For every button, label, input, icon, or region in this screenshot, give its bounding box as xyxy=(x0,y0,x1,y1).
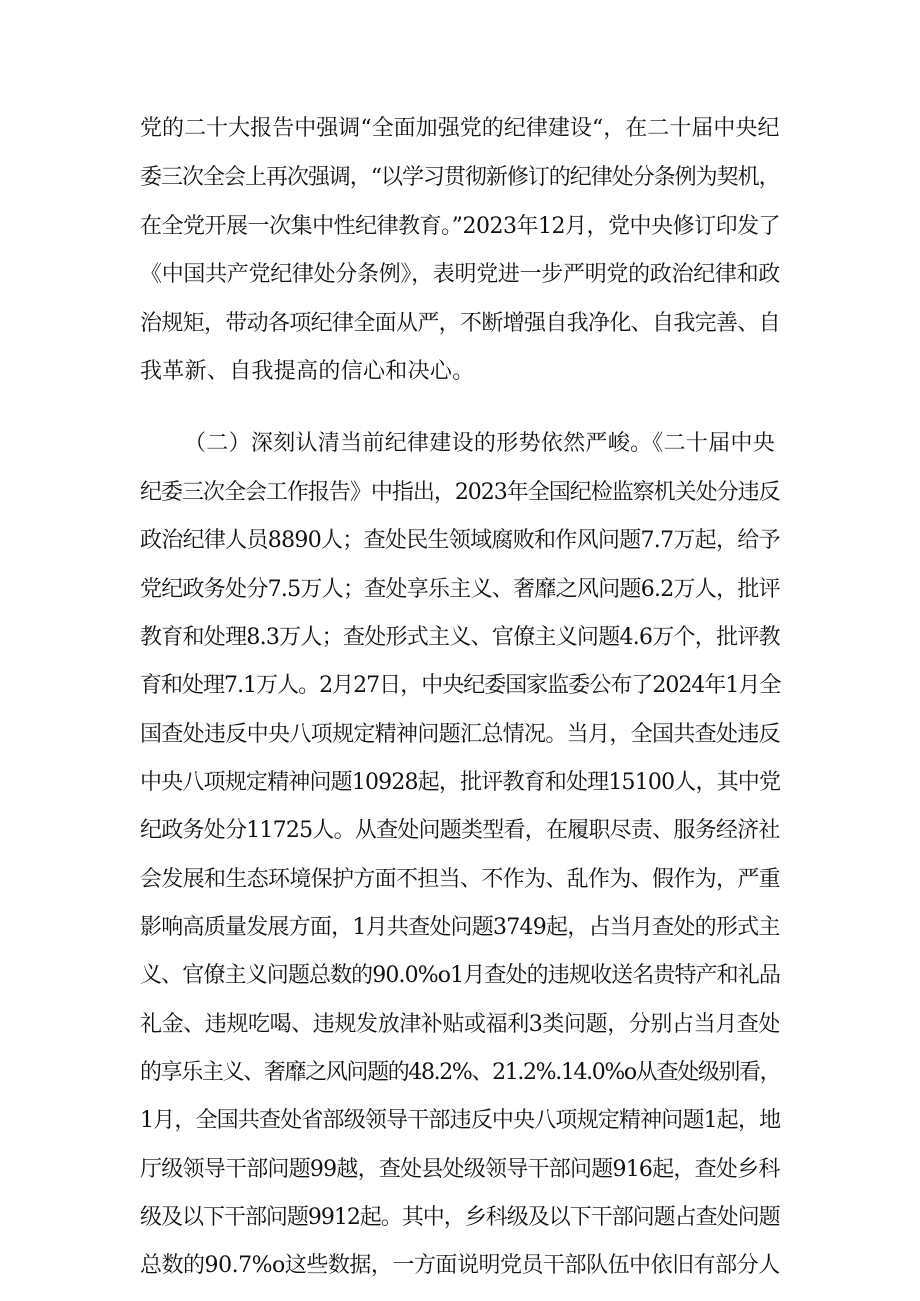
text-line: 在全党开展一次集中性纪律教育。”2023年12月，党中央修订印发了 xyxy=(140,214,781,239)
text-line: 党的二十大报告中强调“全面加强党的纪律建设“，在二十届中央纪 xyxy=(140,116,780,141)
text-line: 纪委三次全会工作报告》中指出，2023年全国纪检监察机关处分违反 xyxy=(140,480,780,505)
text-line: 影响高质量发展方面，1月共查处问题3749起，占当月查处的形式主 xyxy=(140,915,780,940)
text-line: 礼金、违规吃喝、违规发放津补贴或福利3类问题，分别占当月查处 xyxy=(140,1012,780,1037)
text-line: 我革新、自我提高的信心和决心。 xyxy=(140,359,475,384)
text-line: 国查处违反中央八项规定精神问题汇总情况。当月，全国共查处违反 xyxy=(140,722,781,747)
text-line: 总数的90.7%o这些数据，一方面说明党员干部队伍中依旧有部分人 xyxy=(140,1253,780,1278)
text-line: 纪政务处分11725人。从查处问题类型看，在履职尽责、服务经济社 xyxy=(140,818,780,843)
text-line: 厅级领导干部问题99越，查处县处级领导干部问题916起，查处乡科 xyxy=(140,1157,780,1182)
text-line: 会发展和生态环境保护方面不担当、不作为、乱作为、假作为，严重 xyxy=(140,867,781,892)
text-line: 治规矩，带动各项纪律全面从严，不断增强自我净化、自我完善、自 xyxy=(140,311,781,336)
text-line: 委三次全会上再次强调，“以学习贯彻新修订的纪律处分条例为契机， xyxy=(140,165,780,190)
text-line: 《中国共产党纪律处分条例》，表明党进一步严明党的政治纪律和政 xyxy=(140,262,781,287)
text-line: 党纪政务处分7.5万人；查处享乐主义、奢靡之风问题6.2万人，批评 xyxy=(140,577,780,602)
text-line: 义、官僚主义问题总数的90.0%o1月查处的违规收送名贵特产和礼品 xyxy=(140,963,781,988)
text-line: 教育和处理8.3万人；查处形式主义、官僚主义问题4.6万个，批评教 xyxy=(140,625,780,650)
section-heading-line: （二）深刻认清当前纪律建设的形势依然严峻。《二十届中央 xyxy=(184,431,776,456)
text-line: 级及以下干部问题9912起。其中，乡科级及以下干部问题占查处问题 xyxy=(140,1205,780,1230)
text-line: 1月，全国共查处省部级领导干部违反中央八项规定精神问题1起，地 xyxy=(140,1108,781,1133)
text-line: 政治纪律人员8890人；查处民生领域腐败和作风问题7.7万起，给予 xyxy=(140,528,780,553)
text-line: 的享乐主义、奢靡之风问题的48.2%、21.2%.14.0%o从查处级别看， xyxy=(140,1060,781,1085)
text-line: 育和处理7.1万人。2月27日，中央纪委国家监委公布了2024年1月全 xyxy=(140,673,781,698)
text-line: 中央八项规定精神问题10928起，批评教育和处理15100人，其中党 xyxy=(140,770,781,795)
